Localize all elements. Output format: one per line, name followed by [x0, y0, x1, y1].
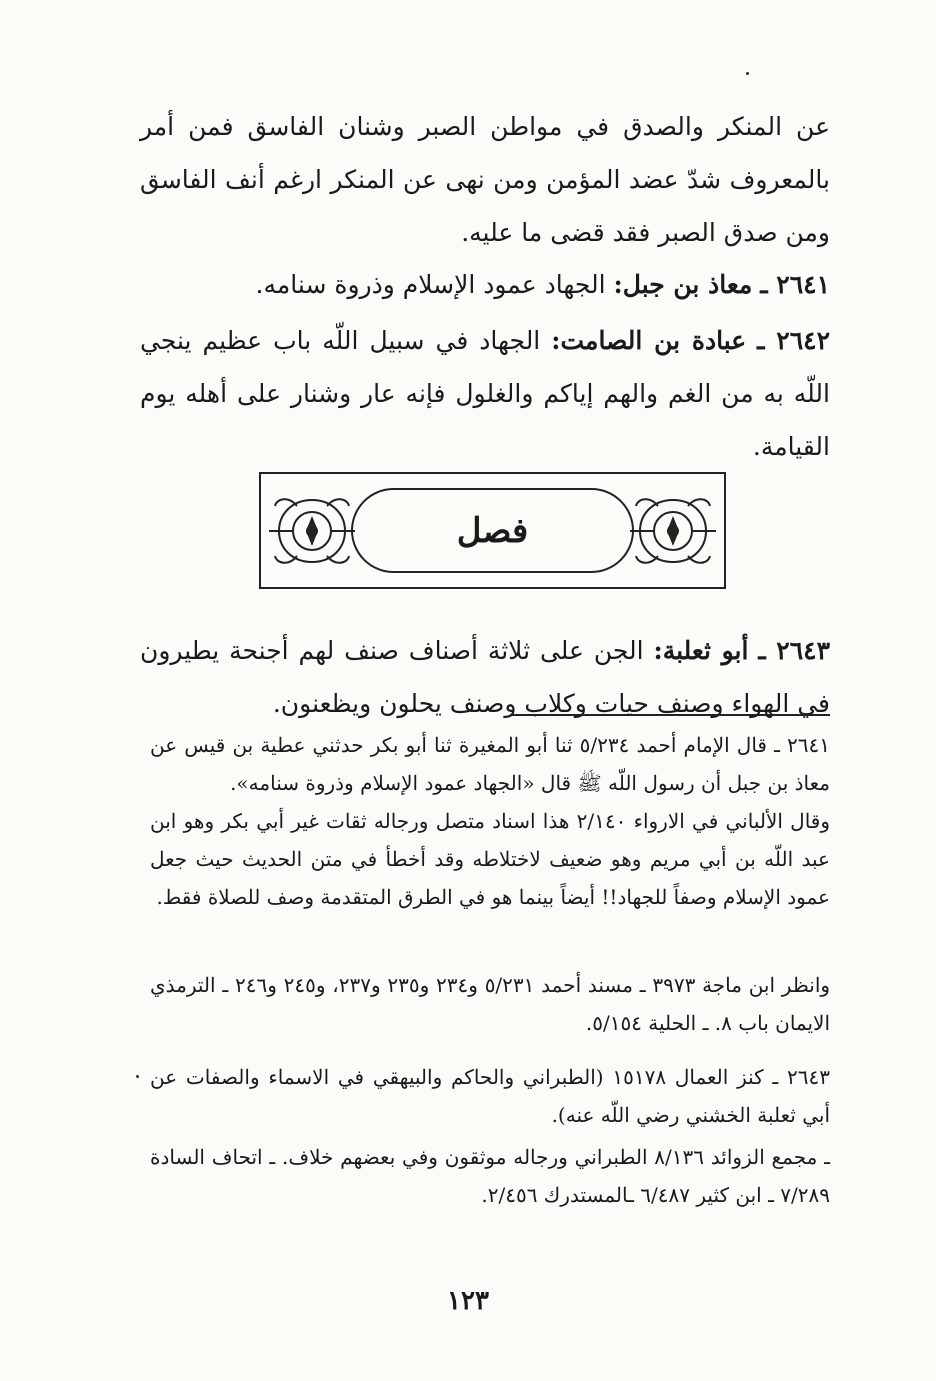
entry-text: الجهاد عمود الإسلام وذروة سنامه.	[255, 270, 606, 299]
continuation-paragraph	[140, 100, 830, 259]
footnote-text: وقال الألباني في الارواء ٢/١٤٠ هذا اسناد متصل ورجاله ثقات غير أبي بكر وهو ابن عبد اللّه بن أبي مريم وهو ضعيف لاختلاطه وقد أخطأ في متن الحديث حيث جعل عمود الإسلام وصفاً للجهاد!! أيضاً بينما هو في الطرق المتقدمة وصف للصلاة فقط.	[150, 809, 831, 909]
footnote-text: ـ مجمع الزوائد ٨/١٣٦ الطبراني ورجاله موثقون وفي بعضهم خلاف. ـ اتحاف السادة ٧/٢٨٩ ـ ابن كثير ٦/٤٨٧ ـالمستدرك ٢/٤٥٦.	[150, 1145, 830, 1207]
footnote-separator	[510, 714, 830, 716]
arabesque-ornament-icon	[267, 492, 357, 570]
entry-text: الجن على ثلاثة أصناف صنف لهم أجنحة يطيرون في الهواء وصنف حيات وكلاب وصنف يحلون ويظعنون.	[140, 636, 830, 718]
narrator-name: عبادة بن الصامت:	[551, 326, 747, 355]
footnote-text: ٢٦٤٣ ـ كنز العمال ١٥١٧٨ (الطبراني والحاكم والبيهقي في الاسماء والصفات عن أبي ثعلبة الخشني رضي اللّه عنه).	[150, 1065, 830, 1127]
section-heading-frame	[259, 472, 726, 589]
entry-text: الجهاد في سبيل اللّه باب عظيم ينجي اللّه به من الغم والهم إياكم والغلول فإنه عار وشنار على أهله يوم القيامة.	[140, 326, 830, 461]
paragraph-text: عن المنكر والصدق في مواطن الصبر وشنان الفاسق فمن أمر بالمعروف شدّ عضد المؤمن ومن نهى عن المنكر ارغم أنف الفاسق ومن صدق الصبر فقد قضى ما عليه.	[140, 112, 830, 247]
entry-number: ٢٦٤٢ ـ	[757, 326, 830, 355]
page-number: ١٢٣	[447, 1286, 489, 1316]
footnote-text: ٢٦٤١ ـ قال الإمام أحمد ٥/٢٣٤ ثنا أبو المغيرة ثنا أبو بكر حدثني عطية بن قيس عن معاذ بن جبل أن رسول اللّه ﷺ قال «الجهاد عمود الإسلام وذروة سنامه».	[150, 733, 831, 795]
hadith-entry-2642	[140, 314, 830, 473]
footnote	[150, 726, 830, 802]
footnote	[150, 1138, 830, 1214]
entry-number: ٢٦٤١ ـ	[760, 270, 830, 299]
scan-speck	[746, 72, 749, 75]
footnote	[150, 802, 830, 916]
footnote	[150, 966, 830, 1042]
narrator-name: أبو ثعلبة:	[653, 636, 749, 665]
scan-speck	[136, 1075, 139, 1078]
section-title: فصل	[456, 510, 529, 551]
footnote-text: وانظر ابن ماجة ٣٩٧٣ ـ مسند أحمد ٥/٢٣١ و٢٣٤ و٢٣٥ و٢٣٧، و٢٤٥ و٢٤٦ ـ الترمذي الايمان باب ٨. ـ الحلية ٥/١٥٤.	[150, 973, 831, 1035]
arabesque-ornament-icon	[628, 492, 718, 570]
entry-number: ٢٦٤٣ ـ	[758, 636, 830, 665]
footnote	[150, 1058, 830, 1134]
narrator-name: معاذ بن جبل:	[613, 270, 753, 299]
hadith-entry-2641	[140, 258, 830, 311]
